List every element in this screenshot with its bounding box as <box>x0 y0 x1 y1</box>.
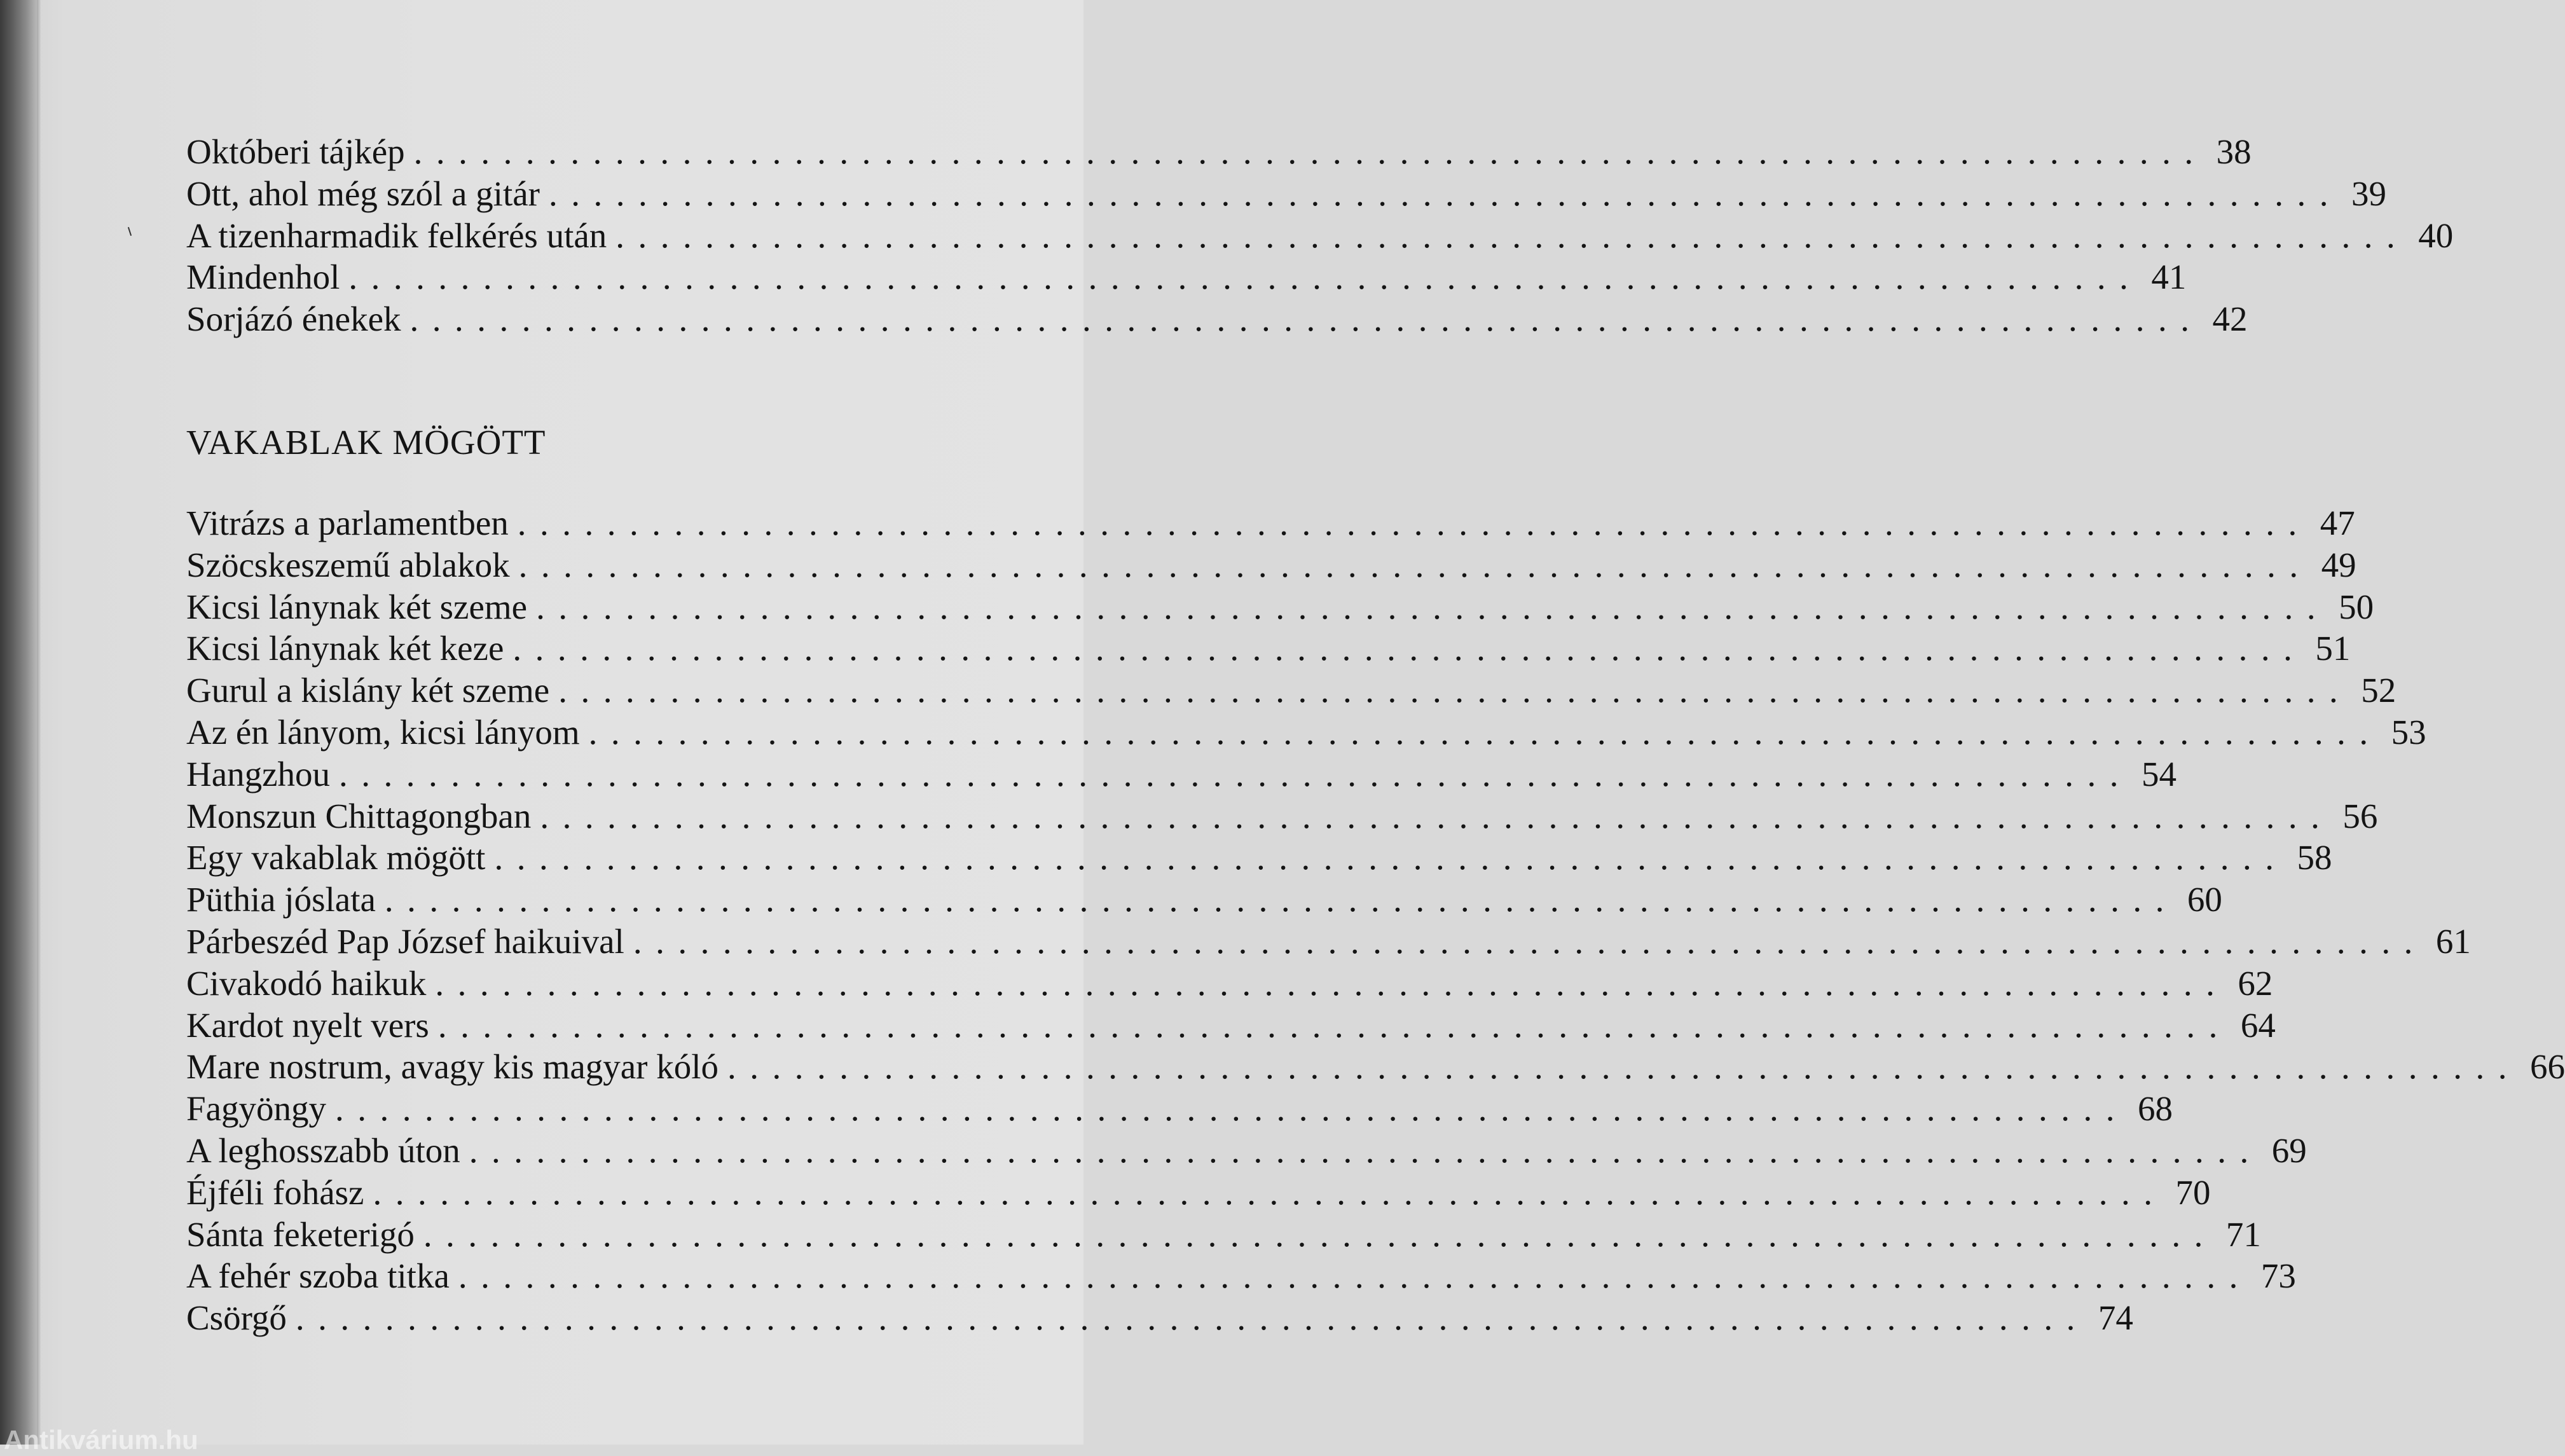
toc-entry-page: 47 <box>2320 504 2355 542</box>
toc-entry <box>186 711 2426 753</box>
toc-entry-page: 66 <box>2530 1047 2565 1087</box>
toc-list-part-1 <box>186 131 2454 340</box>
dot-leader: ................................................................................ <box>373 1172 2166 1212</box>
toc-entry-title: Kardot nyelt vers <box>186 1005 429 1045</box>
watermark: Antikvárium.hu <box>4 1425 198 1455</box>
toc-entry-title: Mindenhol <box>186 258 340 297</box>
dot-leader: ................................................................................ <box>727 1047 2521 1087</box>
toc-entry <box>186 1130 2307 1172</box>
toc-entry-page: 54 <box>2142 754 2177 793</box>
toc-entry-title: Párbeszéd Pap József haikuival <box>186 921 624 961</box>
dot-leader: ................................................................................ <box>409 299 2203 339</box>
dot-leader: ................................................................................ <box>469 1130 2262 1170</box>
dot-leader: ................................................................................ <box>384 880 2178 919</box>
toc-entry <box>186 963 2273 1005</box>
toc-entry-page: 60 <box>2187 880 2222 919</box>
toc-entry-title: Gurul a kislány két szeme <box>186 671 550 710</box>
toc-entry <box>186 795 2378 837</box>
toc-entry-page: 50 <box>2339 587 2374 626</box>
toc-entry-title: Szöcskeszemű ablakok <box>186 545 510 584</box>
toc-entry-page: 73 <box>2260 1256 2296 1296</box>
toc-entry <box>186 1172 2211 1214</box>
toc-entry-page: 64 <box>2240 1005 2276 1045</box>
toc-entry <box>186 173 2386 215</box>
toc-entry-page: 42 <box>2212 299 2248 339</box>
dot-leader: ................................................................................ <box>512 629 2306 668</box>
toc-entry-page: 53 <box>2391 712 2426 752</box>
toc-entry-title: Sánta feketerigó <box>186 1214 415 1254</box>
toc-entry <box>186 215 2454 257</box>
section-heading: VAKABLAK MÖGÖTT <box>186 423 546 462</box>
toc-entry-title: Az én lányom, kicsi lányom <box>186 712 580 752</box>
toc-entry <box>186 1255 2296 1297</box>
toc-entry-title: A fehér szoba titka <box>186 1256 450 1296</box>
toc-entry <box>186 753 2177 795</box>
dot-leader: ................................................................................ <box>458 1256 2252 1296</box>
toc-entry-page: 49 <box>2321 545 2356 584</box>
toc-list-part-2 <box>186 502 2565 1339</box>
toc-entry <box>186 256 2187 298</box>
dot-leader: ................................................................................ <box>348 258 2142 297</box>
dot-leader: ................................................................................ <box>633 921 2426 961</box>
dot-leader: ................................................................................ <box>423 1214 2217 1254</box>
toc-entry-page: 69 <box>2271 1130 2307 1170</box>
toc-entry-title: Fagyöngy <box>186 1089 326 1129</box>
toc-entry-title: Mare nostrum, avagy kis magyar kóló <box>186 1047 719 1087</box>
toc-entry-title: Ott, ahol még szól a gitár <box>186 174 540 213</box>
toc-entry <box>186 1005 2276 1047</box>
toc-entry-title: Vitrázs a parlamentben <box>186 504 509 542</box>
toc-entry-title: Hangzhou <box>186 754 331 793</box>
toc-entry-title: Civakodó haikuk <box>186 963 427 1003</box>
dot-leader: ................................................................................ <box>435 963 2229 1003</box>
toc-entry <box>186 502 2355 544</box>
dot-leader: ................................................................................ <box>540 796 2334 835</box>
toc-entry-title: A leghosszabb úton <box>186 1130 460 1170</box>
dot-leader: ................................................................................ <box>517 504 2311 542</box>
toc-entry-title: Monszun Chittagongban <box>186 796 532 835</box>
toc-entry-page: 68 <box>2138 1089 2173 1129</box>
toc-entry-page: 39 <box>2351 174 2386 213</box>
toc-entry-page: 58 <box>2297 838 2332 877</box>
dot-leader: ................................................................................ <box>335 1089 2128 1129</box>
toc-entry <box>186 670 2397 711</box>
toc-entry <box>186 1088 2173 1130</box>
toc-entry-page: 62 <box>2238 963 2273 1003</box>
dot-leader: ................................................................................ <box>295 1298 2089 1338</box>
toc-entry-title: Püthia jóslata <box>186 880 376 919</box>
toc-entry-page: 41 <box>2151 258 2187 297</box>
toc-entry-title: Sorjázó énekek <box>186 299 401 339</box>
toc-entry-page: 51 <box>2315 629 2351 668</box>
toc-entry-page: 71 <box>2225 1214 2261 1254</box>
book-spine <box>0 0 37 1445</box>
toc-entry-page: 70 <box>2175 1172 2211 1212</box>
dot-leader: ................................................................................ <box>588 712 2382 752</box>
toc-entry-title: Csörgő <box>186 1298 287 1338</box>
dot-leader: ................................................................................ <box>339 754 2133 793</box>
toc-entry-page: 38 <box>2216 132 2252 171</box>
dot-leader: ................................................................................ <box>494 838 2288 877</box>
toc-entry <box>186 544 2356 586</box>
toc-entry <box>186 1046 2565 1088</box>
stray-mark <box>128 227 132 236</box>
toc-entry-page: 40 <box>2418 216 2454 255</box>
toc-entry-title: Kicsi lánynak két szeme <box>186 587 528 626</box>
toc-entry <box>186 837 2332 879</box>
toc-entry-title: Kicsi lánynak két keze <box>186 629 504 668</box>
toc-entry-page: 61 <box>2435 921 2471 961</box>
toc-entry <box>186 131 2252 173</box>
dot-leader: ................................................................................ <box>558 671 2352 710</box>
dot-leader: ................................................................................ <box>413 132 2207 171</box>
page-edge <box>37 0 41 1445</box>
toc-entry-title: A tizenharmadik felkérés után <box>186 216 607 255</box>
toc-entry-page: 56 <box>2342 796 2378 835</box>
toc-entry-title: Októberi tájkép <box>186 132 405 171</box>
toc-entry-title: Éjféli fohász <box>186 1172 364 1212</box>
toc-entry-page: 74 <box>2098 1298 2133 1338</box>
toc-entry <box>186 879 2222 921</box>
toc-entry-title: Egy vakablak mögött <box>186 838 486 877</box>
toc-entry <box>186 628 2351 670</box>
toc-entry <box>186 921 2471 963</box>
toc-entry <box>186 298 2248 340</box>
dot-leader: ................................................................................ <box>518 545 2312 584</box>
dot-leader: ................................................................................ <box>437 1005 2231 1045</box>
dot-leader: ................................................................................ <box>615 216 2409 255</box>
toc-entry-page: 52 <box>2361 671 2397 710</box>
dot-leader: ................................................................................ <box>536 587 2330 626</box>
toc-entry <box>186 1297 2133 1339</box>
dot-leader: ................................................................................ <box>548 174 2342 213</box>
toc-entry <box>186 586 2374 628</box>
toc-entry <box>186 1214 2261 1256</box>
